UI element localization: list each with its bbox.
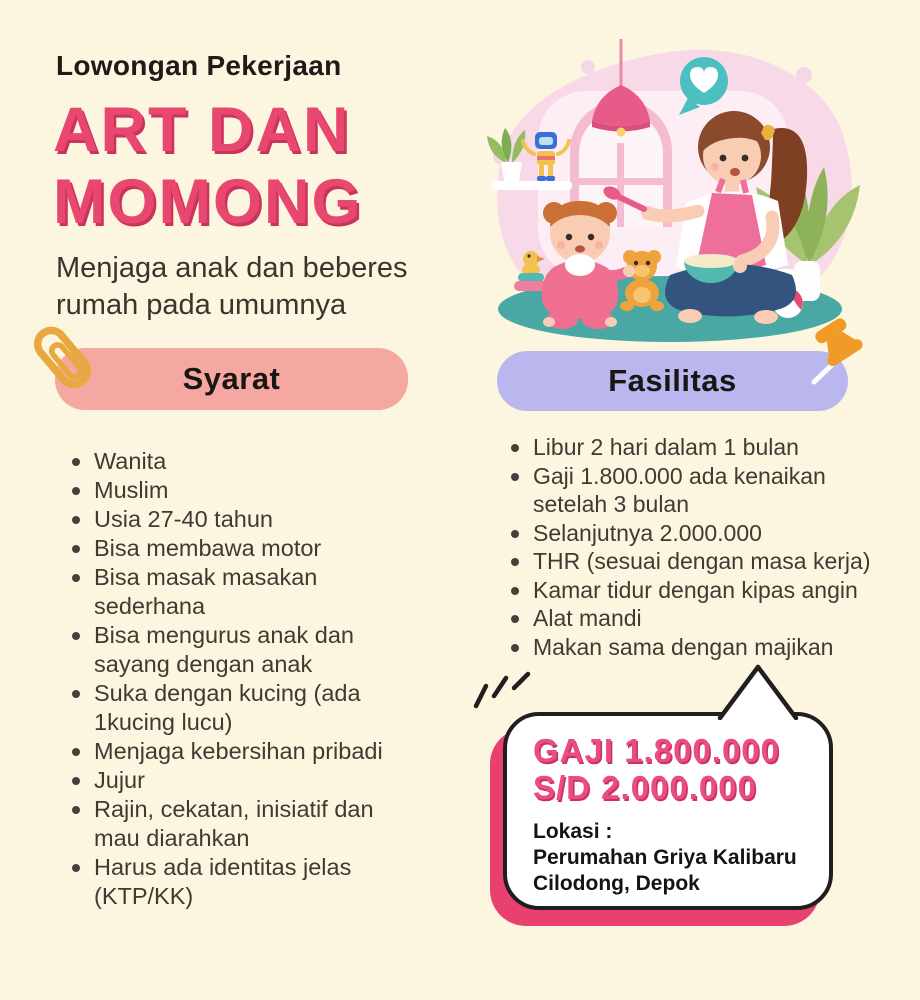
list-item-text: Gaji 1.800.000 ada kenaikan setelah 3 bulan [533,462,826,517]
bubble-tail [712,664,804,720]
bullet-icon [72,806,80,814]
paperclip-icon [26,318,102,402]
emphasis-marks-icon [468,658,538,720]
list-item-text: Wanita [94,448,167,474]
list-item-text: Libur 2 hari dalam 1 bulan [533,434,799,460]
list-item-text: Bisa mengurus anak dan sayang dengan anak [94,622,354,677]
list-item [505,547,877,576]
bullet-icon [72,748,80,756]
list-item-text: Rajin, cekatan, inisiatif dan mau diarahkan [94,796,374,851]
bullet-icon [72,690,80,698]
list-item [505,604,877,633]
poster-subtitle-line1: Menjaga anak dan beberes [56,252,408,284]
list-item [505,462,877,519]
salary-line1: GAJI 1.800.000 [533,732,780,769]
list-item-text: Usia 27-40 tahun [94,506,273,532]
list-item [505,433,877,462]
bullet-icon [511,644,519,652]
list-item-text: Menjaga kebersihan pribadi [94,738,383,764]
list-item [505,633,877,662]
list-item-text: Selanjutnya 2.000.000 [533,519,762,546]
list-item-text: Bisa membawa motor [94,535,322,561]
bullet-icon [72,487,80,495]
list-item [66,795,424,853]
list-item [505,576,877,605]
poster-subtitle [56,250,407,324]
poster-kicker: Lowongan Pekerjaan [56,50,342,81]
list-item [66,766,424,795]
syarat-section-header [55,348,408,410]
location-label: Lokasi : [533,820,613,843]
list-item [66,737,424,766]
list-item [66,505,424,534]
location-line2: Cilodong, Depok [533,872,700,895]
list-item-text: Makan sama dengan majikan [533,633,834,660]
bullet-icon [511,444,519,452]
bullet-icon [511,473,519,481]
fasilitas-list [505,433,877,661]
list-item-text: Harus ada identitas jelas (KTP/KK) [94,854,352,909]
list-item-text: THR (sesuai dengan masa kerja) [533,548,871,574]
wall-shelf [492,181,572,190]
pushpin-icon [790,314,870,406]
bullet-icon [511,558,519,566]
list-item-text: Kamar tidur dengan kipas angin [533,576,858,603]
list-item-text: Jujur [94,767,145,793]
list-item [66,621,424,679]
poster-title-line2: MOMONG [53,167,363,237]
poster-title [53,94,362,238]
list-item [66,447,424,476]
bullet-icon [72,777,80,785]
list-item-text: Suka dengan kucing (ada 1kucing lucu) [94,680,361,735]
bullet-icon [511,530,519,538]
bullet-icon [72,864,80,872]
list-item [66,563,424,621]
list-item-text: Bisa masak masakan sederhana [94,564,318,619]
list-item [66,679,424,737]
bullet-icon [72,458,80,466]
bullet-icon [511,615,519,623]
list-item-text: Alat mandi [533,605,642,631]
list-item [66,476,424,505]
list-item [505,519,877,548]
bullet-icon [72,632,80,640]
poster-title-line1: ART DAN [53,95,351,165]
list-item [66,534,424,563]
bullet-icon [72,545,80,553]
list-item-text: Muslim [94,477,169,503]
syarat-list [66,447,424,911]
syarat-header-label: Syarat [182,361,281,396]
salary-bubble [503,712,833,910]
bullet-icon [511,587,519,595]
salary-line2: S/D 2.000.000 [533,769,757,806]
location-line1: Perumahan Griya Kalibaru [533,846,797,869]
location-block [533,819,809,897]
poster-subtitle-line2: rumah pada umumnya [56,289,347,321]
bullet-icon [72,574,80,582]
bullet-icon [72,516,80,524]
nanny-feeding-baby-illustration [478,35,878,347]
fasilitas-header-label: Fasilitas [608,363,737,398]
list-item [66,853,424,911]
